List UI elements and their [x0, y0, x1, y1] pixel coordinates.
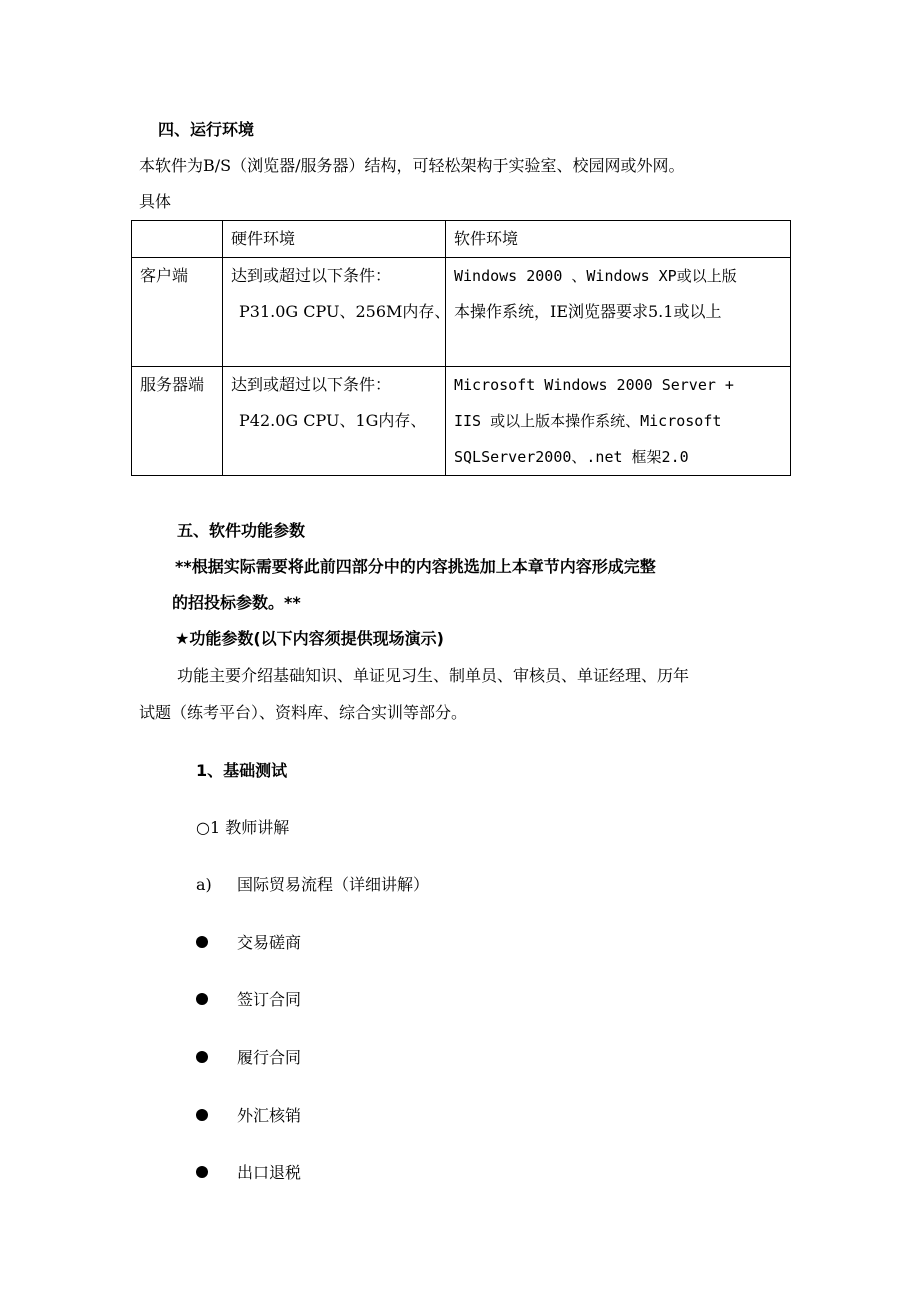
software-line: IIS 或以上版本操作系统、Microsoft: [454, 412, 722, 430]
section5-note-line1: **根据实际需要将此前四部分中的内容挑选加上本章节内容形成完整: [175, 557, 656, 576]
bullet-icon: [196, 993, 208, 1005]
hardware-line: P42.0G CPU、1G内存、: [239, 411, 427, 430]
table-header-row: [132, 221, 791, 258]
function-intro-line1: 功能主要介绍基础知识、单证见习生、制单员、审核员、单证经理、历年: [177, 666, 690, 685]
software-line: Windows 2000 、Windows XP或以上版: [454, 267, 737, 285]
subsection1-heading: 1、基础测试: [196, 761, 288, 780]
bullet-label: 履行合同: [237, 1048, 302, 1067]
hardware-cell-server: [223, 367, 446, 476]
section4-intro: 本软件为B/S（浏览器/服务器）结构，可轻松架构于实验室、校园网或外网。: [139, 156, 685, 175]
hardware-cell-client: [223, 258, 451, 367]
bullet-item: [196, 932, 208, 954]
bullet-label: 出口退税: [237, 1163, 302, 1182]
hardware-line: 达到或超过以下条件：: [231, 266, 392, 285]
bullet-item: [196, 989, 208, 1011]
table-header-cell: [132, 221, 223, 258]
bullet-icon: [196, 1051, 208, 1063]
table-header-cell: 软件环境: [446, 221, 791, 258]
section5-heading: 五、软件功能参数: [177, 521, 306, 540]
bullet-item: [196, 1105, 208, 1127]
hardware-line: P31.0G CPU、256M内存、: [239, 302, 451, 321]
function-intro-line2: 试题（练考平台）、资料库、综合实训等部分。: [139, 703, 468, 722]
row-name-server: 服务器端: [132, 367, 223, 476]
section4-intro-cont: 具体: [139, 192, 172, 211]
bullet-item: [196, 1047, 208, 1069]
table-header-cell: 硬件环境: [223, 221, 446, 258]
section5-note-line2: 的招投标参数。**: [172, 593, 301, 612]
bullet-icon: [196, 1166, 208, 1178]
software-line: Microsoft Windows 2000 Server +: [454, 376, 734, 394]
environment-table: [131, 220, 791, 476]
item-a-label: 国际贸易流程（详细讲解）: [237, 875, 430, 894]
bullet-icon: [196, 936, 208, 948]
bullet-icon: [196, 1109, 208, 1121]
software-line: SQLServer2000、.net 框架2.0: [454, 448, 689, 466]
hardware-line: 达到或超过以下条件：: [231, 375, 392, 394]
bullet-item: [196, 1162, 208, 1184]
bullet-label: 外汇核销: [237, 1106, 302, 1125]
row-name-client: 客户端: [132, 258, 223, 367]
software-cell-client: [446, 258, 791, 367]
section4-heading: 四、运行环境: [158, 120, 255, 139]
table-row: [132, 258, 791, 367]
function-params-heading: ★功能参数(以下内容须提供现场演示): [175, 629, 444, 648]
software-cell-server: [446, 367, 791, 476]
item-a-marker: a): [196, 875, 212, 894]
software-line: 本操作系统，IE浏览器要求5.1或以上: [454, 302, 722, 321]
table-row: [132, 367, 791, 476]
bullet-label: 交易磋商: [237, 933, 302, 952]
bullet-label: 签订合同: [237, 990, 302, 1009]
item-teacher-explain: ○1 教师讲解: [196, 818, 290, 837]
